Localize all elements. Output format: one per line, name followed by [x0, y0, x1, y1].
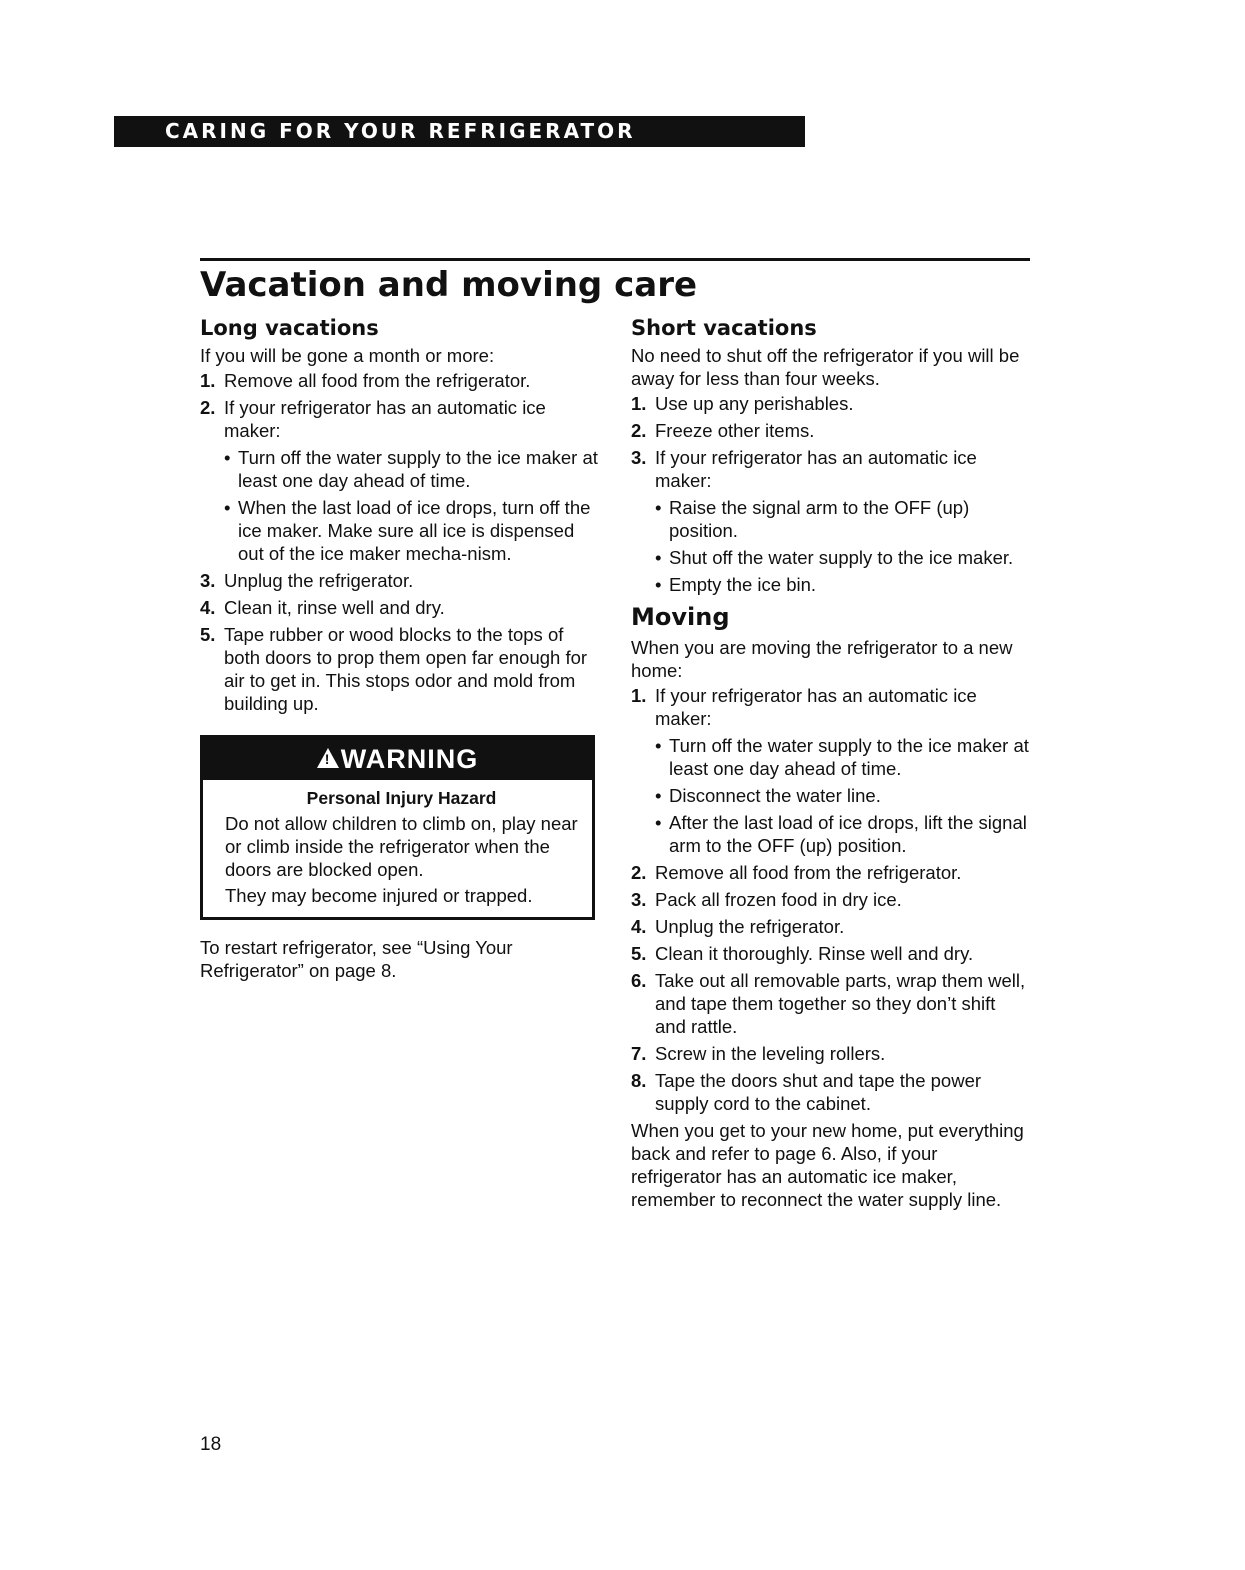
step-number: 2.	[631, 862, 647, 883]
warning-triangle-icon: !	[317, 748, 339, 768]
step-number: 5.	[631, 943, 647, 964]
step-number: 3.	[200, 570, 216, 591]
list-item	[200, 569, 600, 592]
step-text: Use up any perishables.	[655, 393, 854, 414]
bullet-text: When the last load of ice drops, turn off the ice maker. Make sure all ice is dispensed out of the ice maker mecha-nism.	[238, 497, 591, 564]
step-text: Remove all food from the refrigerator.	[655, 862, 962, 883]
moving-outro: When you get to your new home, put everything back and refer to page 6. Also, if your refrigerator has an automatic ice maker, remember to reconnect the water supply line.	[631, 1120, 1024, 1210]
moving-heading: Moving	[631, 603, 730, 631]
bullet-list	[224, 446, 600, 565]
left-column	[200, 314, 600, 982]
bullet-text: Raise the signal arm to the OFF (up) position.	[669, 497, 970, 541]
step-text: Unplug the refrigerator.	[655, 916, 845, 937]
step-number: 8.	[631, 1070, 647, 1091]
long-vacations-heading: Long vacations	[200, 316, 379, 340]
list-item	[200, 596, 600, 619]
section-header-bar	[114, 116, 805, 147]
bullet-text: Disconnect the water line.	[669, 785, 881, 806]
section-header-label: CARING FOR YOUR REFRIGERATOR	[165, 119, 636, 143]
step-text: Tape the doors shut and tape the power supply cord to the cabinet.	[655, 1070, 982, 1114]
right-column	[631, 314, 1031, 1211]
step-text: If your refrigerator has an automatic ice maker:	[655, 685, 977, 729]
bullet-dot-icon: •	[655, 497, 662, 518]
step-number: 1.	[200, 370, 216, 391]
step-number: 4.	[200, 597, 216, 618]
list-item	[200, 623, 600, 715]
bullet-item	[655, 496, 1031, 542]
step-text: If your refrigerator has an automatic ice maker:	[655, 447, 977, 491]
warning-box	[200, 735, 595, 920]
list-item	[631, 684, 1031, 857]
warning-text: Do not allow children to climb on, play near or climb inside the refrigerator when the doors are blocked open.	[225, 813, 578, 880]
step-number: 3.	[631, 447, 647, 468]
list-item	[631, 446, 1031, 596]
bullet-text: Turn off the water supply to the ice maker at least one day ahead of time.	[669, 735, 1029, 779]
bullet-dot-icon: •	[655, 785, 662, 806]
bullet-list	[655, 496, 1031, 596]
list-item	[631, 861, 1031, 884]
warning-text-2: They may become injured or trapped.	[225, 885, 533, 906]
list-item	[631, 888, 1031, 911]
short-vacations-heading: Short vacations	[631, 316, 817, 340]
bullet-dot-icon: •	[224, 497, 231, 518]
step-text: If your refrigerator has an automatic ice maker:	[224, 397, 546, 441]
step-number: 7.	[631, 1043, 647, 1064]
bullet-text: After the last load of ice drops, lift the signal arm to the OFF (up) position.	[669, 812, 1027, 856]
step-text: Pack all frozen food in dry ice.	[655, 889, 902, 910]
step-text: Freeze other items.	[655, 420, 815, 441]
bullet-item	[655, 811, 1031, 857]
bullet-item	[224, 446, 600, 492]
page-title: Vacation and moving care	[200, 265, 698, 305]
page-number: 18	[200, 1434, 222, 1455]
step-number: 4.	[631, 916, 647, 937]
bullet-dot-icon: •	[655, 735, 662, 756]
bullet-dot-icon: •	[655, 812, 662, 833]
long-vacations-steps	[200, 369, 600, 715]
list-item	[200, 369, 600, 392]
bullet-text: Empty the ice bin.	[669, 574, 817, 595]
warning-title: WARNING	[340, 743, 479, 774]
short-vacations-intro: No need to shut off the refrigerator if you will be away for less than four weeks.	[631, 345, 1020, 389]
bullet-text: Turn off the water supply to the ice maker at least one day ahead of time.	[238, 447, 598, 491]
step-number: 6.	[631, 970, 647, 991]
restart-note: To restart refrigerator, see “Using Your Refrigerator” on page 8.	[200, 937, 513, 981]
warning-subtitle: Personal Injury Hazard	[306, 788, 497, 808]
warning-header	[203, 738, 592, 780]
step-text: Take out all removable parts, wrap them well, and tape them together so they don’t shift and rattle.	[655, 970, 1026, 1037]
bullet-item	[655, 784, 1031, 807]
step-text: Screw in the leveling rollers.	[655, 1043, 886, 1064]
bullet-item	[655, 734, 1031, 780]
bullet-text: Shut off the water supply to the ice maker.	[669, 547, 1014, 568]
bullet-item	[224, 496, 600, 565]
bullet-dot-icon: •	[655, 574, 662, 595]
bullet-item	[655, 546, 1031, 569]
moving-steps	[631, 684, 1031, 1115]
list-item	[631, 392, 1031, 415]
list-item	[631, 1069, 1031, 1115]
step-text: Unplug the refrigerator.	[224, 570, 414, 591]
step-number: 1.	[631, 393, 647, 414]
short-vacations-steps	[631, 392, 1031, 596]
moving-intro: When you are moving the refrigerator to a new home:	[631, 637, 1013, 681]
step-number: 3.	[631, 889, 647, 910]
long-vacations-intro: If you will be gone a month or more:	[200, 345, 495, 366]
step-number: 5.	[200, 624, 216, 645]
bullet-dot-icon: •	[655, 547, 662, 568]
step-number: 1.	[631, 685, 647, 706]
bullet-list	[655, 734, 1031, 857]
step-number: 2.	[631, 420, 647, 441]
list-item	[631, 969, 1031, 1038]
bullet-dot-icon: •	[224, 447, 231, 468]
step-text: Tape rubber or wood blocks to the tops of both doors to prop them open far enough for air to get in. This stops odor and mold from building up.	[224, 624, 588, 714]
warning-body	[203, 780, 592, 917]
title-rule	[200, 258, 1030, 261]
list-item	[631, 419, 1031, 442]
list-item	[631, 942, 1031, 965]
list-item	[200, 396, 600, 565]
list-item	[631, 1042, 1031, 1065]
step-text: Clean it, rinse well and dry.	[224, 597, 445, 618]
bullet-item	[655, 573, 1031, 596]
step-text: Remove all food from the refrigerator.	[224, 370, 531, 391]
step-text: Clean it thoroughly. Rinse well and dry.	[655, 943, 974, 964]
step-number: 2.	[200, 397, 216, 418]
list-item	[631, 915, 1031, 938]
